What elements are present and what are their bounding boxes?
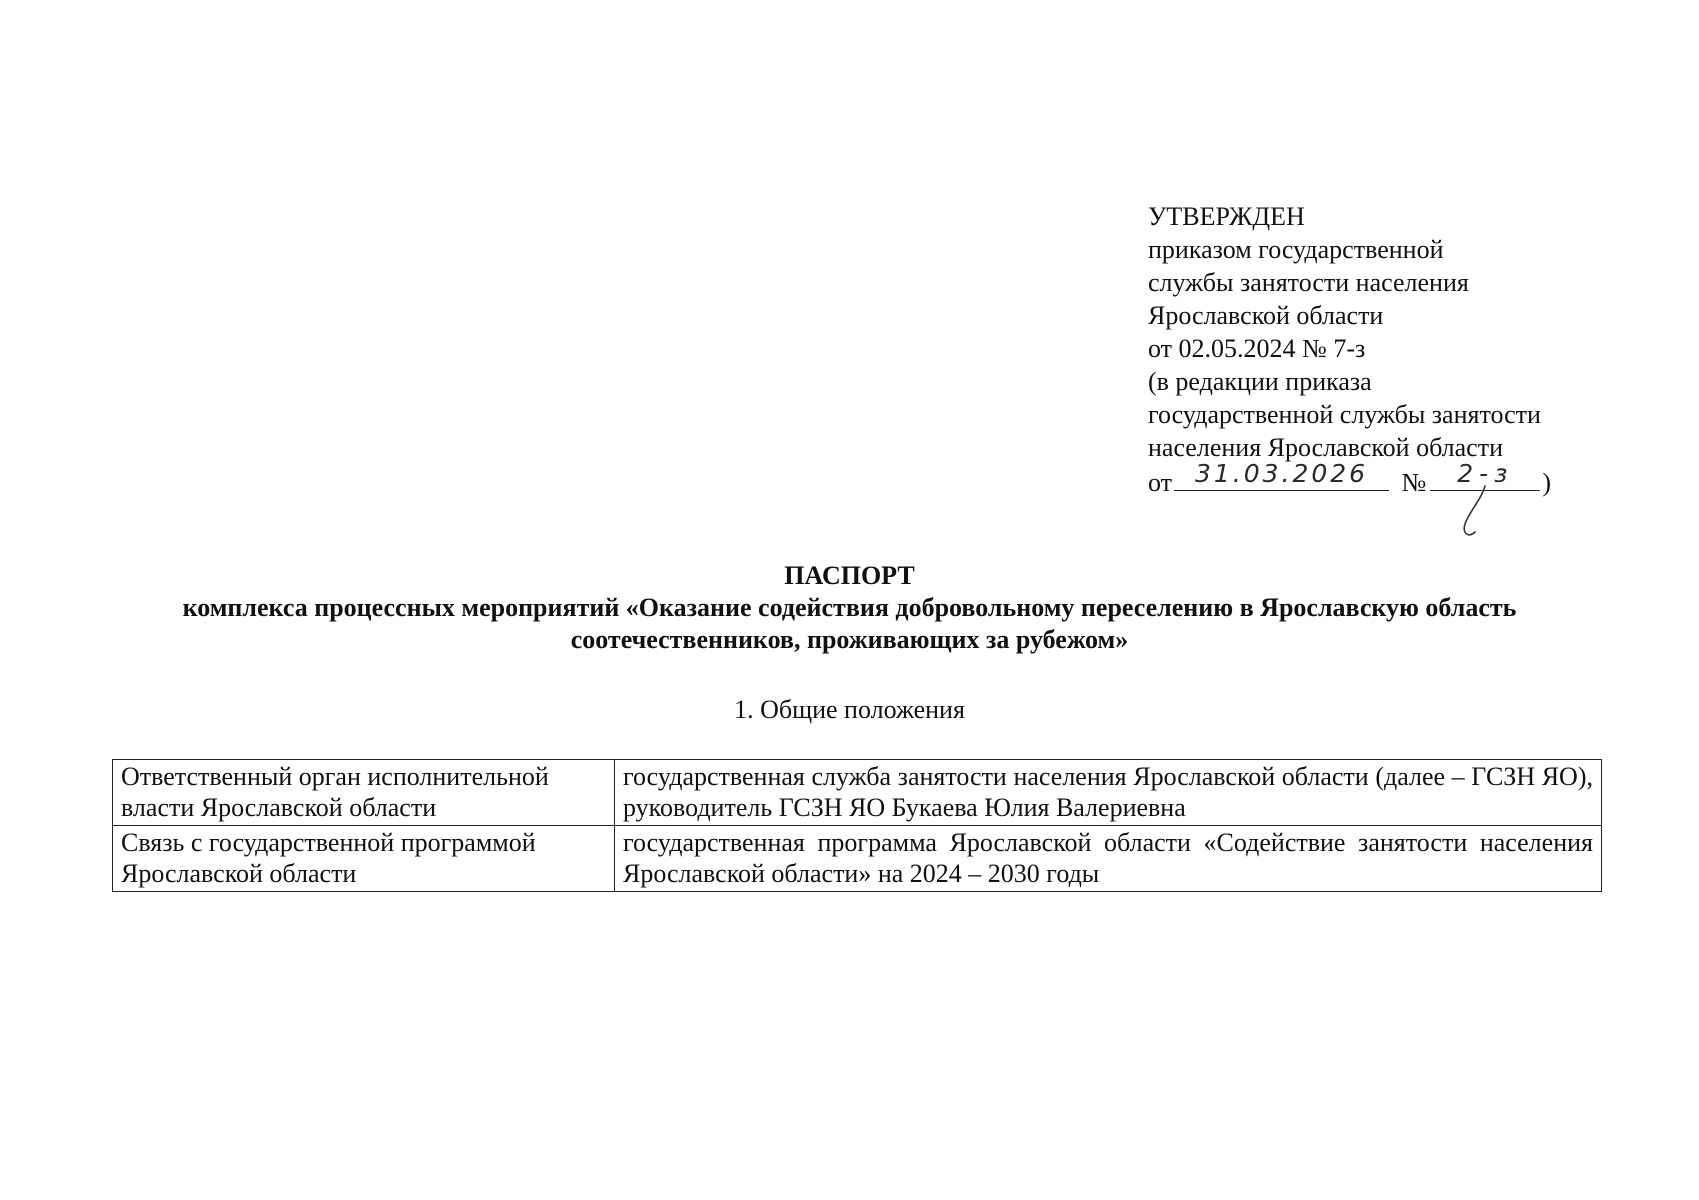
approval-heading: УТВЕРЖДЕН	[1148, 202, 1305, 231]
section-heading: 1. Общие положения	[734, 695, 965, 724]
table-cell-label: Связь с государственной программой Ярославской области	[113, 826, 615, 892]
approval-line: (в редакции приказа	[1148, 367, 1372, 396]
approval-stamp-block	[1148, 200, 1668, 497]
table-cell-value: государственная программа Ярославской области «Содействие занятости населения Ярославской области» на 2024 – 2030 годы	[615, 826, 1602, 892]
table-cell-value: государственная служба занятости населения Ярославской области (далее – ГСЗН ЯО), руководитель ГСЗН ЯО Букаева Юлия Валериевна	[615, 760, 1602, 826]
document-title: ПАСПОРТ	[784, 561, 915, 590]
document-title-block	[0, 560, 1699, 656]
table-row	[113, 826, 1602, 892]
approval-line: Ярославской области	[1148, 301, 1384, 330]
closing-paren: )	[1542, 468, 1552, 497]
table-row	[113, 760, 1602, 826]
document-subtitle: комплекса процессных мероприятий «Оказание содействия добровольному переселению в Ярославскую область соотечественников, проживающих за рубежом»	[182, 593, 1517, 654]
approval-line: от 02.05.2024 № 7-з	[1148, 334, 1366, 363]
handwritten-date-field	[1174, 459, 1389, 491]
approval-line: населения Ярославской области	[1148, 433, 1503, 462]
handwritten-date: 31.03.2026	[1194, 459, 1369, 488]
table-cell-label: Ответственный орган исполнительной власти Ярославской области	[113, 760, 615, 826]
handwriting-stroke-icon	[1455, 482, 1495, 542]
approval-line: службы занятости населения	[1148, 268, 1469, 297]
date-prefix: от	[1148, 468, 1173, 497]
handwritten-number: 2-з	[1457, 459, 1514, 488]
amendment-date-line	[1148, 459, 1668, 497]
approval-line: приказом государственной	[1148, 235, 1444, 264]
number-sign: №	[1401, 468, 1427, 497]
general-provisions-table	[112, 759, 1602, 892]
approval-line: государственной службы занятости	[1148, 400, 1541, 429]
